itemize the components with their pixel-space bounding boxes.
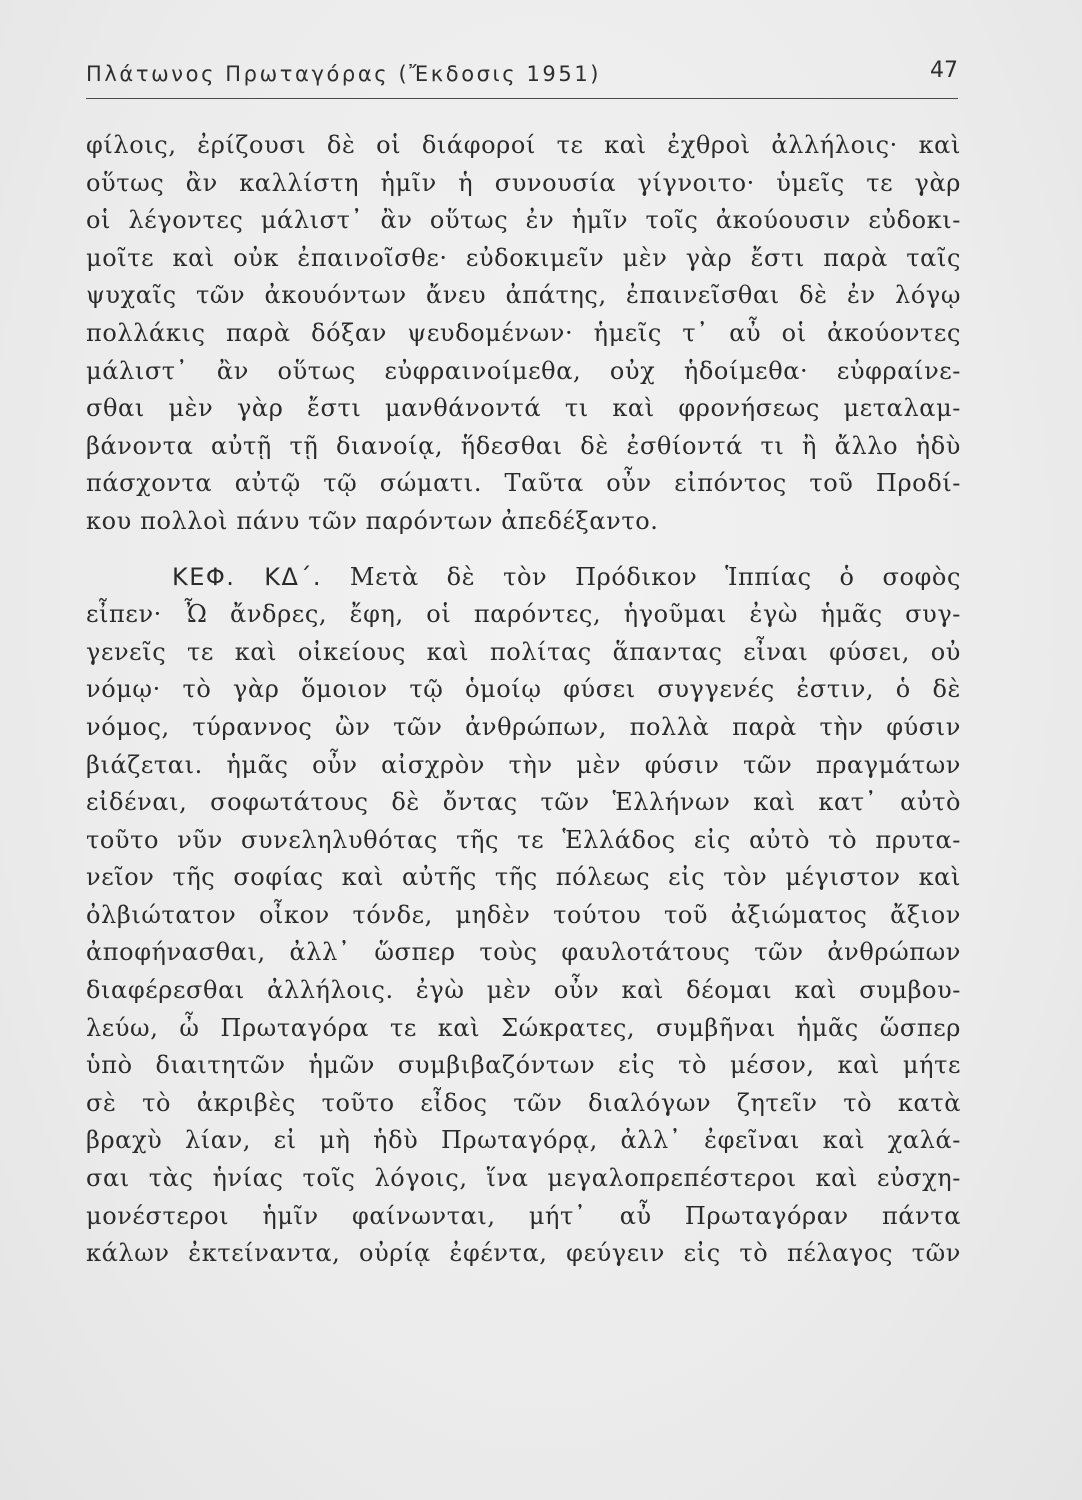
text-line: μοῖτε καὶ οὐκ ἐπαινοῖσθε· εὐδοκιμεῖν μὲν γὰρ ἔστι παρὰ ταῖς xyxy=(86,243,961,272)
text-line: βάνοντα αὐτῇ τῇ διανοίᾳ, ἥδεσθαι δὲ ἐσθίοντά τι ἢ ἄλλο ἡδὺ xyxy=(86,431,961,460)
text-line: οἱ λέγοντες μάλιστ᾽ ἂν οὕτως ἐν ἡμῖν τοῖς ἀκούουσιν εὐδοκι- xyxy=(86,206,961,235)
text-line: πολλάκις παρὰ δόξαν ψευδομένων· ἡμεῖς τ᾽ αὖ οἱ ἀκούοντες xyxy=(86,318,961,347)
text-line: κάλων ἐκτείναντα, οὐρίᾳ ἐφέντα, φεύγειν εἰς τὸ πέλαγος τῶν xyxy=(86,1239,961,1268)
text-line: βραχὺ λίαν, εἰ μὴ ἡδὺ Πρωταγόρᾳ, ἀλλ᾽ ἐφεῖναι καὶ χαλά- xyxy=(86,1126,961,1155)
text-line: κου πολλοὶ πάνυ τῶν παρόντων ἀπεδέξαντο. xyxy=(86,506,659,535)
running-title: Πλάτωνος Πρωταγόρας (Ἔκδοσις 1951) xyxy=(86,62,602,86)
text-line: ἀποφήνασθαι, ἀλλ᾽ ὥσπερ τοὺς φαυλοτάτους τῶν ἀνθρώπων xyxy=(86,938,961,967)
text-line: ὑπὸ διαιτητῶν ἡμῶν συμβιβαζόντων εἰς τὸ μέσον, καὶ μήτε xyxy=(86,1051,961,1080)
text-line: ὀλβιώτατον οἶκον τόνδε, μηδὲν τούτου τοῦ ἀξιώματος ἄξιον xyxy=(86,900,961,929)
text-line: σαι τὰς ἡνίας τοῖς λόγοις, ἵνα μεγαλοπρεπέστεροι καὶ εὐσχη- xyxy=(86,1164,961,1193)
paragraph-1 xyxy=(86,127,961,541)
page-number: 47 xyxy=(930,58,958,83)
chapter-opening-line xyxy=(86,559,961,597)
text-line: νόμος, τύραννος ὢν τῶν ἀνθρώπων, πολλὰ παρὰ τὴν φύσιν xyxy=(86,712,961,741)
text-line: μάλιστ᾽ ἂν οὕτως εὐφραινοίμεθα, οὐχ ἡδοίμεθα· εὐφραίνε- xyxy=(86,356,961,385)
text-line: ψυχαῖς τῶν ἀκουόντων ἄνευ ἀπάτης, ἐπαινεῖσθαι δὲ ἐν λόγῳ xyxy=(86,281,961,310)
text-line: εἰδέναι, σοφωτάτους δὲ ὄντας τῶν Ἑλλήνων καὶ κατ᾽ αὐτὸ xyxy=(86,788,961,817)
text-line: γενεῖς τε καὶ οἰκείους καὶ πολίτας ἅπαντας εἶναι φύσει, οὐ xyxy=(86,637,961,666)
body-text xyxy=(86,127,961,1273)
text-line: νόμῳ· τὸ γὰρ ὅμοιον τῷ ὁμοίῳ φύσει συγγενές ἐστιν, ὁ δὲ xyxy=(86,675,961,704)
text-line: τοῦτο νῦν συνεληλυθότας τῆς τε Ἑλλάδος εἰς αὐτὸ τὸ πρυτα- xyxy=(86,825,961,854)
text-line: εἶπεν· Ὦ ἄνδρες, ἔφη, οἱ παρόντες, ἡγοῦμαι ἐγὼ ἡμᾶς συγ- xyxy=(86,600,961,629)
page-header xyxy=(86,58,958,99)
text-line: οὕτως ἂν καλλίστη ἡμῖν ἡ συνουσία γίγνοιτο· ὑμεῖς τε γὰρ xyxy=(86,168,961,197)
text-line: σθαι μὲν γὰρ ἔστι μανθάνοντά τι καὶ φρονήσεως μεταλαμ- xyxy=(86,394,961,423)
text-line: πάσχοντα αὐτῷ τῷ σώματι. Ταῦτα οὖν εἰπόντος τοῦ Προδί- xyxy=(86,469,961,498)
text-line: βιάζεται. ἡμᾶς οὖν αἰσχρὸν τὴν μὲν φύσιν τῶν πραγμάτων xyxy=(86,750,961,779)
text-line: σὲ τὸ ἀκριβὲς τοῦτο εἶδος τῶν διαλόγων ζητεῖν τὸ κατὰ xyxy=(86,1088,961,1117)
text-line: διαφέρεσθαι ἀλλήλοις. ἐγὼ μὲν οὖν καὶ δέομαι καὶ συμβου- xyxy=(86,976,961,1005)
paragraph-gap xyxy=(86,541,961,559)
chapter-label: ΚΕΦ. ΚΔ΄. xyxy=(172,562,322,591)
chapter-opening-text: Μετὰ δὲ τὸν Πρόδικον Ἱππίας ὁ σοφὸς xyxy=(349,562,961,591)
text-line: λεύω, ὦ Πρωταγόρα τε καὶ Σώκρατες, συμβῆναι ἡμᾶς ὥσπερ xyxy=(86,1013,961,1042)
text-line: φίλοις, ἐρίζουσι δὲ οἱ διάφοροί τε καὶ ἐχθροὶ ἀλλήλοις· καὶ xyxy=(86,131,961,159)
paragraph-2 xyxy=(86,559,961,1273)
text-line: μονέστεροι ἡμῖν φαίνωνται, μήτ᾽ αὖ Πρωταγόραν πάντα xyxy=(86,1201,961,1230)
text-line: νεῖον τῆς σοφίας καὶ αὐτῆς τῆς πόλεως εἰς τὸν μέγιστον καὶ xyxy=(86,863,961,892)
